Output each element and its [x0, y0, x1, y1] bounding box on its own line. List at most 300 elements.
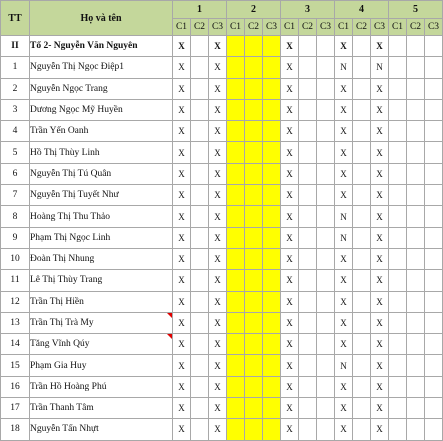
mark-cell-week-3-c1[interactable]: X — [281, 163, 299, 184]
mark-cell-week-4-c2[interactable] — [353, 36, 371, 57]
student-name-cell[interactable] — [30, 227, 173, 248]
mark-cell-week-1-c1[interactable]: X — [173, 312, 191, 333]
mark-cell-week-1-c1[interactable]: X — [173, 334, 191, 355]
student-name-cell[interactable] — [30, 99, 173, 120]
mark-cell-week-4-c3[interactable]: X — [371, 99, 389, 120]
row-number-cell[interactable]: 1 — [1, 57, 30, 78]
mark-cell-week-3-c3[interactable] — [317, 312, 335, 333]
row-number-cell[interactable]: 2 — [1, 78, 30, 99]
mark-cell-week-2-c2[interactable] — [245, 163, 263, 184]
mark-cell-week-2-c1[interactable] — [227, 248, 245, 269]
header-week-3-c1[interactable]: C1 — [281, 19, 299, 36]
mark-cell-week-2-c1[interactable] — [227, 206, 245, 227]
mark-cell-week-5-c3[interactable] — [425, 227, 443, 248]
mark-cell-week-5-c1[interactable] — [389, 57, 407, 78]
mark-cell-week-5-c3[interactable] — [425, 206, 443, 227]
mark-cell-week-5-c1[interactable] — [389, 270, 407, 291]
mark-cell-week-5-c3[interactable] — [425, 248, 443, 269]
mark-cell-week-3-c1[interactable]: X — [281, 376, 299, 397]
mark-cell-week-5-c2[interactable] — [407, 291, 425, 312]
mark-cell-week-1-c3[interactable]: X — [209, 36, 227, 57]
mark-cell-week-4-c2[interactable] — [353, 312, 371, 333]
mark-cell-week-1-c1[interactable]: X — [173, 291, 191, 312]
mark-cell-week-5-c1[interactable] — [389, 334, 407, 355]
student-name-cell[interactable] — [30, 334, 173, 355]
mark-cell-week-4-c3[interactable]: X — [371, 291, 389, 312]
mark-cell-week-4-c3[interactable]: X — [371, 36, 389, 57]
mark-cell-week-5-c3[interactable] — [425, 398, 443, 419]
header-tt[interactable]: TT — [1, 1, 30, 36]
mark-cell-week-4-c3[interactable]: X — [371, 398, 389, 419]
mark-cell-week-2-c2[interactable] — [245, 398, 263, 419]
mark-cell-week-3-c2[interactable] — [299, 57, 317, 78]
mark-cell-week-1-c3[interactable]: X — [209, 78, 227, 99]
mark-cell-week-3-c2[interactable] — [299, 185, 317, 206]
mark-cell-week-2-c1[interactable] — [227, 99, 245, 120]
mark-cell-week-3-c3[interactable] — [317, 227, 335, 248]
header-week-2[interactable]: 2 — [227, 1, 281, 19]
student-name-cell[interactable] — [30, 185, 173, 206]
mark-cell-week-3-c1[interactable]: X — [281, 355, 299, 376]
mark-cell-week-2-c3[interactable] — [263, 248, 281, 269]
mark-cell-week-5-c2[interactable] — [407, 270, 425, 291]
mark-cell-week-1-c2[interactable] — [191, 36, 209, 57]
mark-cell-week-4-c2[interactable] — [353, 334, 371, 355]
mark-cell-week-2-c3[interactable] — [263, 36, 281, 57]
mark-cell-week-4-c1[interactable]: X — [335, 334, 353, 355]
row-number-cell[interactable]: 17 — [1, 398, 30, 419]
mark-cell-week-4-c2[interactable] — [353, 185, 371, 206]
mark-cell-week-2-c1[interactable] — [227, 227, 245, 248]
row-number-cell[interactable]: 8 — [1, 206, 30, 227]
mark-cell-week-3-c2[interactable] — [299, 419, 317, 440]
mark-cell-week-4-c1[interactable]: X — [335, 291, 353, 312]
mark-cell-week-4-c3[interactable]: X — [371, 355, 389, 376]
mark-cell-week-5-c1[interactable] — [389, 121, 407, 142]
mark-cell-week-3-c2[interactable] — [299, 355, 317, 376]
mark-cell-week-1-c2[interactable] — [191, 227, 209, 248]
header-week-4[interactable]: 4 — [335, 1, 389, 19]
header-week-1-c3[interactable]: C3 — [209, 19, 227, 36]
mark-cell-week-4-c3[interactable]: X — [371, 334, 389, 355]
mark-cell-week-1-c2[interactable] — [191, 185, 209, 206]
mark-cell-week-5-c2[interactable] — [407, 312, 425, 333]
student-name-cell[interactable] — [30, 36, 173, 57]
mark-cell-week-1-c1[interactable]: X — [173, 36, 191, 57]
mark-cell-week-2-c2[interactable] — [245, 291, 263, 312]
mark-cell-week-3-c3[interactable] — [317, 270, 335, 291]
mark-cell-week-4-c2[interactable] — [353, 121, 371, 142]
mark-cell-week-4-c2[interactable] — [353, 57, 371, 78]
mark-cell-week-2-c2[interactable] — [245, 376, 263, 397]
header-week-5-c3[interactable]: C3 — [425, 19, 443, 36]
student-name-cell[interactable] — [30, 419, 173, 440]
mark-cell-week-1-c1[interactable]: X — [173, 185, 191, 206]
mark-cell-week-1-c2[interactable] — [191, 206, 209, 227]
mark-cell-week-3-c3[interactable] — [317, 398, 335, 419]
row-number-cell[interactable]: 7 — [1, 185, 30, 206]
mark-cell-week-2-c3[interactable] — [263, 334, 281, 355]
mark-cell-week-1-c3[interactable]: X — [209, 248, 227, 269]
mark-cell-week-5-c1[interactable] — [389, 78, 407, 99]
mark-cell-week-3-c2[interactable] — [299, 291, 317, 312]
mark-cell-week-5-c2[interactable] — [407, 376, 425, 397]
mark-cell-week-4-c1[interactable]: X — [335, 185, 353, 206]
mark-cell-week-1-c2[interactable] — [191, 312, 209, 333]
mark-cell-week-2-c3[interactable] — [263, 57, 281, 78]
mark-cell-week-5-c1[interactable] — [389, 185, 407, 206]
mark-cell-week-2-c3[interactable] — [263, 398, 281, 419]
mark-cell-week-4-c1[interactable]: X — [335, 270, 353, 291]
mark-cell-week-2-c2[interactable] — [245, 248, 263, 269]
mark-cell-week-5-c2[interactable] — [407, 57, 425, 78]
header-week-2-c2[interactable]: C2 — [245, 19, 263, 36]
mark-cell-week-4-c1[interactable]: X — [335, 376, 353, 397]
mark-cell-week-2-c1[interactable] — [227, 163, 245, 184]
mark-cell-week-5-c2[interactable] — [407, 185, 425, 206]
mark-cell-week-4-c2[interactable] — [353, 142, 371, 163]
mark-cell-week-1-c2[interactable] — [191, 121, 209, 142]
mark-cell-week-3-c3[interactable] — [317, 355, 335, 376]
mark-cell-week-2-c3[interactable] — [263, 312, 281, 333]
mark-cell-week-3-c2[interactable] — [299, 334, 317, 355]
student-name-cell[interactable] — [30, 142, 173, 163]
mark-cell-week-1-c3[interactable]: X — [209, 270, 227, 291]
row-number-cell[interactable]: 13 — [1, 312, 30, 333]
mark-cell-week-4-c1[interactable]: N — [335, 206, 353, 227]
mark-cell-week-1-c3[interactable]: X — [209, 291, 227, 312]
mark-cell-week-2-c1[interactable] — [227, 376, 245, 397]
mark-cell-week-2-c1[interactable] — [227, 312, 245, 333]
header-week-4-c1[interactable]: C1 — [335, 19, 353, 36]
mark-cell-week-1-c3[interactable]: X — [209, 121, 227, 142]
mark-cell-week-4-c3[interactable]: X — [371, 270, 389, 291]
header-name[interactable]: Họ và tên — [30, 1, 173, 36]
mark-cell-week-3-c1[interactable]: X — [281, 121, 299, 142]
row-number-cell[interactable]: 6 — [1, 163, 30, 184]
mark-cell-week-1-c2[interactable] — [191, 398, 209, 419]
mark-cell-week-5-c2[interactable] — [407, 142, 425, 163]
mark-cell-week-1-c3[interactable]: X — [209, 227, 227, 248]
mark-cell-week-1-c1[interactable]: X — [173, 163, 191, 184]
mark-cell-week-3-c1[interactable]: X — [281, 398, 299, 419]
mark-cell-week-1-c1[interactable]: X — [173, 248, 191, 269]
mark-cell-week-5-c3[interactable] — [425, 78, 443, 99]
mark-cell-week-4-c2[interactable] — [353, 248, 371, 269]
mark-cell-week-2-c2[interactable] — [245, 57, 263, 78]
mark-cell-week-2-c3[interactable] — [263, 419, 281, 440]
mark-cell-week-4-c3[interactable]: X — [371, 121, 389, 142]
mark-cell-week-5-c2[interactable] — [407, 36, 425, 57]
header-week-1-c1[interactable]: C1 — [173, 19, 191, 36]
mark-cell-week-1-c2[interactable] — [191, 99, 209, 120]
row-number-cell[interactable]: 15 — [1, 355, 30, 376]
mark-cell-week-3-c1[interactable]: X — [281, 248, 299, 269]
mark-cell-week-1-c2[interactable] — [191, 355, 209, 376]
mark-cell-week-1-c1[interactable]: X — [173, 419, 191, 440]
mark-cell-week-1-c1[interactable]: X — [173, 270, 191, 291]
header-week-2-c1[interactable]: C1 — [227, 19, 245, 36]
mark-cell-week-1-c3[interactable]: X — [209, 99, 227, 120]
mark-cell-week-3-c2[interactable] — [299, 398, 317, 419]
mark-cell-week-3-c1[interactable]: X — [281, 419, 299, 440]
mark-cell-week-5-c3[interactable] — [425, 142, 443, 163]
header-week-2-c3[interactable]: C3 — [263, 19, 281, 36]
mark-cell-week-4-c2[interactable] — [353, 78, 371, 99]
mark-cell-week-1-c1[interactable]: X — [173, 355, 191, 376]
mark-cell-week-4-c2[interactable] — [353, 376, 371, 397]
mark-cell-week-2-c3[interactable] — [263, 78, 281, 99]
mark-cell-week-3-c1[interactable]: X — [281, 185, 299, 206]
mark-cell-week-3-c1[interactable]: X — [281, 78, 299, 99]
mark-cell-week-3-c2[interactable] — [299, 142, 317, 163]
mark-cell-week-3-c3[interactable] — [317, 291, 335, 312]
mark-cell-week-2-c2[interactable] — [245, 334, 263, 355]
mark-cell-week-2-c1[interactable] — [227, 78, 245, 99]
mark-cell-week-5-c3[interactable] — [425, 99, 443, 120]
mark-cell-week-3-c2[interactable] — [299, 312, 317, 333]
mark-cell-week-1-c2[interactable] — [191, 270, 209, 291]
student-name-cell[interactable] — [30, 57, 173, 78]
mark-cell-week-2-c2[interactable] — [245, 419, 263, 440]
mark-cell-week-2-c1[interactable] — [227, 36, 245, 57]
mark-cell-week-3-c3[interactable] — [317, 142, 335, 163]
mark-cell-week-2-c3[interactable] — [263, 142, 281, 163]
mark-cell-week-1-c3[interactable]: X — [209, 376, 227, 397]
mark-cell-week-5-c2[interactable] — [407, 355, 425, 376]
mark-cell-week-3-c2[interactable] — [299, 36, 317, 57]
student-name-cell[interactable] — [30, 291, 173, 312]
mark-cell-week-3-c3[interactable] — [317, 185, 335, 206]
mark-cell-week-1-c1[interactable]: X — [173, 376, 191, 397]
mark-cell-week-4-c2[interactable] — [353, 291, 371, 312]
row-number-cell[interactable]: 10 — [1, 248, 30, 269]
mark-cell-week-1-c3[interactable]: X — [209, 334, 227, 355]
mark-cell-week-2-c2[interactable] — [245, 142, 263, 163]
mark-cell-week-1-c1[interactable]: X — [173, 398, 191, 419]
mark-cell-week-5-c1[interactable] — [389, 355, 407, 376]
mark-cell-week-5-c3[interactable] — [425, 270, 443, 291]
mark-cell-week-2-c3[interactable] — [263, 121, 281, 142]
mark-cell-week-1-c2[interactable] — [191, 419, 209, 440]
mark-cell-week-2-c2[interactable] — [245, 227, 263, 248]
student-name-cell[interactable] — [30, 398, 173, 419]
mark-cell-week-2-c3[interactable] — [263, 206, 281, 227]
header-week-1[interactable]: 1 — [173, 1, 227, 19]
mark-cell-week-5-c3[interactable] — [425, 36, 443, 57]
row-number-cell[interactable]: 12 — [1, 291, 30, 312]
mark-cell-week-2-c2[interactable] — [245, 121, 263, 142]
mark-cell-week-3-c3[interactable] — [317, 163, 335, 184]
mark-cell-week-4-c1[interactable]: X — [335, 419, 353, 440]
mark-cell-week-3-c3[interactable] — [317, 376, 335, 397]
mark-cell-week-3-c3[interactable] — [317, 248, 335, 269]
mark-cell-week-5-c2[interactable] — [407, 248, 425, 269]
mark-cell-week-3-c2[interactable] — [299, 99, 317, 120]
mark-cell-week-1-c3[interactable]: X — [209, 419, 227, 440]
mark-cell-week-5-c3[interactable] — [425, 419, 443, 440]
mark-cell-week-3-c3[interactable] — [317, 419, 335, 440]
mark-cell-week-2-c3[interactable] — [263, 227, 281, 248]
mark-cell-week-4-c2[interactable] — [353, 99, 371, 120]
mark-cell-week-2-c1[interactable] — [227, 142, 245, 163]
student-name-cell[interactable] — [30, 312, 173, 333]
mark-cell-week-2-c1[interactable] — [227, 355, 245, 376]
mark-cell-week-5-c2[interactable] — [407, 99, 425, 120]
header-week-5-c1[interactable]: C1 — [389, 19, 407, 36]
mark-cell-week-5-c1[interactable] — [389, 419, 407, 440]
mark-cell-week-4-c3[interactable]: X — [371, 163, 389, 184]
mark-cell-week-1-c1[interactable]: X — [173, 121, 191, 142]
mark-cell-week-4-c1[interactable]: X — [335, 248, 353, 269]
mark-cell-week-2-c1[interactable] — [227, 121, 245, 142]
mark-cell-week-5-c2[interactable] — [407, 227, 425, 248]
mark-cell-week-5-c2[interactable] — [407, 206, 425, 227]
row-number-cell[interactable]: 16 — [1, 376, 30, 397]
mark-cell-week-3-c1[interactable]: X — [281, 334, 299, 355]
mark-cell-week-3-c2[interactable] — [299, 163, 317, 184]
mark-cell-week-2-c2[interactable] — [245, 355, 263, 376]
mark-cell-week-5-c1[interactable] — [389, 312, 407, 333]
mark-cell-week-3-c1[interactable]: X — [281, 206, 299, 227]
mark-cell-week-1-c3[interactable]: X — [209, 355, 227, 376]
mark-cell-week-3-c3[interactable] — [317, 78, 335, 99]
mark-cell-week-5-c1[interactable] — [389, 248, 407, 269]
mark-cell-week-4-c3[interactable]: X — [371, 419, 389, 440]
student-name-cell[interactable] — [30, 206, 173, 227]
mark-cell-week-1-c1[interactable]: X — [173, 142, 191, 163]
mark-cell-week-3-c1[interactable]: X — [281, 36, 299, 57]
mark-cell-week-3-c1[interactable]: X — [281, 291, 299, 312]
mark-cell-week-3-c2[interactable] — [299, 270, 317, 291]
mark-cell-week-2-c2[interactable] — [245, 312, 263, 333]
mark-cell-week-3-c3[interactable] — [317, 206, 335, 227]
mark-cell-week-5-c2[interactable] — [407, 419, 425, 440]
mark-cell-week-5-c1[interactable] — [389, 291, 407, 312]
mark-cell-week-5-c2[interactable] — [407, 334, 425, 355]
mark-cell-week-4-c1[interactable]: X — [335, 99, 353, 120]
mark-cell-week-4-c3[interactable]: X — [371, 142, 389, 163]
mark-cell-week-5-c3[interactable] — [425, 376, 443, 397]
header-week-1-c2[interactable]: C2 — [191, 19, 209, 36]
mark-cell-week-3-c3[interactable] — [317, 36, 335, 57]
mark-cell-week-5-c2[interactable] — [407, 398, 425, 419]
mark-cell-week-3-c3[interactable] — [317, 99, 335, 120]
mark-cell-week-4-c2[interactable] — [353, 355, 371, 376]
mark-cell-week-5-c3[interactable] — [425, 291, 443, 312]
mark-cell-week-5-c1[interactable] — [389, 227, 407, 248]
row-number-cell[interactable]: 3 — [1, 99, 30, 120]
mark-cell-week-4-c1[interactable]: N — [335, 355, 353, 376]
mark-cell-week-2-c2[interactable] — [245, 78, 263, 99]
row-number-cell[interactable]: 18 — [1, 419, 30, 440]
mark-cell-week-5-c3[interactable] — [425, 185, 443, 206]
mark-cell-week-5-c1[interactable] — [389, 376, 407, 397]
mark-cell-week-4-c1[interactable]: N — [335, 57, 353, 78]
mark-cell-week-3-c3[interactable] — [317, 334, 335, 355]
mark-cell-week-1-c3[interactable]: X — [209, 163, 227, 184]
mark-cell-week-2-c2[interactable] — [245, 185, 263, 206]
mark-cell-week-3-c2[interactable] — [299, 206, 317, 227]
mark-cell-week-2-c3[interactable] — [263, 163, 281, 184]
header-week-4-c3[interactable]: C3 — [371, 19, 389, 36]
header-week-5[interactable]: 5 — [389, 1, 443, 19]
student-name-cell[interactable] — [30, 376, 173, 397]
student-name-cell[interactable] — [30, 121, 173, 142]
mark-cell-week-3-c1[interactable]: X — [281, 99, 299, 120]
mark-cell-week-4-c2[interactable] — [353, 206, 371, 227]
row-number-cell[interactable]: 9 — [1, 227, 30, 248]
header-week-5-c2[interactable]: C2 — [407, 19, 425, 36]
row-number-cell[interactable]: 4 — [1, 121, 30, 142]
mark-cell-week-5-c3[interactable] — [425, 355, 443, 376]
mark-cell-week-2-c2[interactable] — [245, 99, 263, 120]
student-name-cell[interactable] — [30, 270, 173, 291]
mark-cell-week-1-c2[interactable] — [191, 57, 209, 78]
comment-indicator-icon[interactable] — [167, 334, 172, 339]
mark-cell-week-4-c3[interactable]: X — [371, 78, 389, 99]
mark-cell-week-5-c3[interactable] — [425, 312, 443, 333]
mark-cell-week-2-c1[interactable] — [227, 419, 245, 440]
mark-cell-week-4-c3[interactable]: X — [371, 312, 389, 333]
mark-cell-week-3-c2[interactable] — [299, 248, 317, 269]
mark-cell-week-4-c2[interactable] — [353, 270, 371, 291]
mark-cell-week-1-c2[interactable] — [191, 78, 209, 99]
row-number-cell[interactable]: II — [1, 36, 30, 57]
mark-cell-week-4-c3[interactable]: X — [371, 248, 389, 269]
mark-cell-week-5-c1[interactable] — [389, 36, 407, 57]
row-number-cell[interactable]: 14 — [1, 334, 30, 355]
mark-cell-week-2-c3[interactable] — [263, 355, 281, 376]
mark-cell-week-2-c1[interactable] — [227, 185, 245, 206]
mark-cell-week-1-c3[interactable]: X — [209, 312, 227, 333]
mark-cell-week-1-c1[interactable]: X — [173, 78, 191, 99]
row-number-cell[interactable]: 11 — [1, 270, 30, 291]
mark-cell-week-2-c3[interactable] — [263, 99, 281, 120]
mark-cell-week-4-c1[interactable]: N — [335, 227, 353, 248]
mark-cell-week-1-c2[interactable] — [191, 163, 209, 184]
header-week-3-c2[interactable]: C2 — [299, 19, 317, 36]
mark-cell-week-1-c2[interactable] — [191, 376, 209, 397]
mark-cell-week-2-c3[interactable] — [263, 291, 281, 312]
mark-cell-week-2-c1[interactable] — [227, 334, 245, 355]
mark-cell-week-5-c1[interactable] — [389, 398, 407, 419]
mark-cell-week-4-c2[interactable] — [353, 419, 371, 440]
mark-cell-week-2-c2[interactable] — [245, 206, 263, 227]
student-name-cell[interactable] — [30, 248, 173, 269]
mark-cell-week-2-c3[interactable] — [263, 376, 281, 397]
mark-cell-week-5-c1[interactable] — [389, 99, 407, 120]
mark-cell-week-4-c2[interactable] — [353, 398, 371, 419]
student-name-cell[interactable] — [30, 163, 173, 184]
mark-cell-week-1-c1[interactable]: X — [173, 57, 191, 78]
student-name-cell[interactable] — [30, 78, 173, 99]
header-week-3[interactable]: 3 — [281, 1, 335, 19]
header-week-4-c2[interactable]: C2 — [353, 19, 371, 36]
mark-cell-week-2-c3[interactable] — [263, 185, 281, 206]
mark-cell-week-3-c1[interactable]: X — [281, 142, 299, 163]
mark-cell-week-1-c2[interactable] — [191, 248, 209, 269]
student-name-cell[interactable] — [30, 355, 173, 376]
mark-cell-week-5-c3[interactable] — [425, 163, 443, 184]
mark-cell-week-5-c2[interactable] — [407, 78, 425, 99]
mark-cell-week-2-c1[interactable] — [227, 291, 245, 312]
mark-cell-week-4-c1[interactable]: X — [335, 163, 353, 184]
header-week-3-c3[interactable]: C3 — [317, 19, 335, 36]
mark-cell-week-4-c3[interactable]: X — [371, 376, 389, 397]
mark-cell-week-5-c3[interactable] — [425, 334, 443, 355]
mark-cell-week-2-c2[interactable] — [245, 36, 263, 57]
